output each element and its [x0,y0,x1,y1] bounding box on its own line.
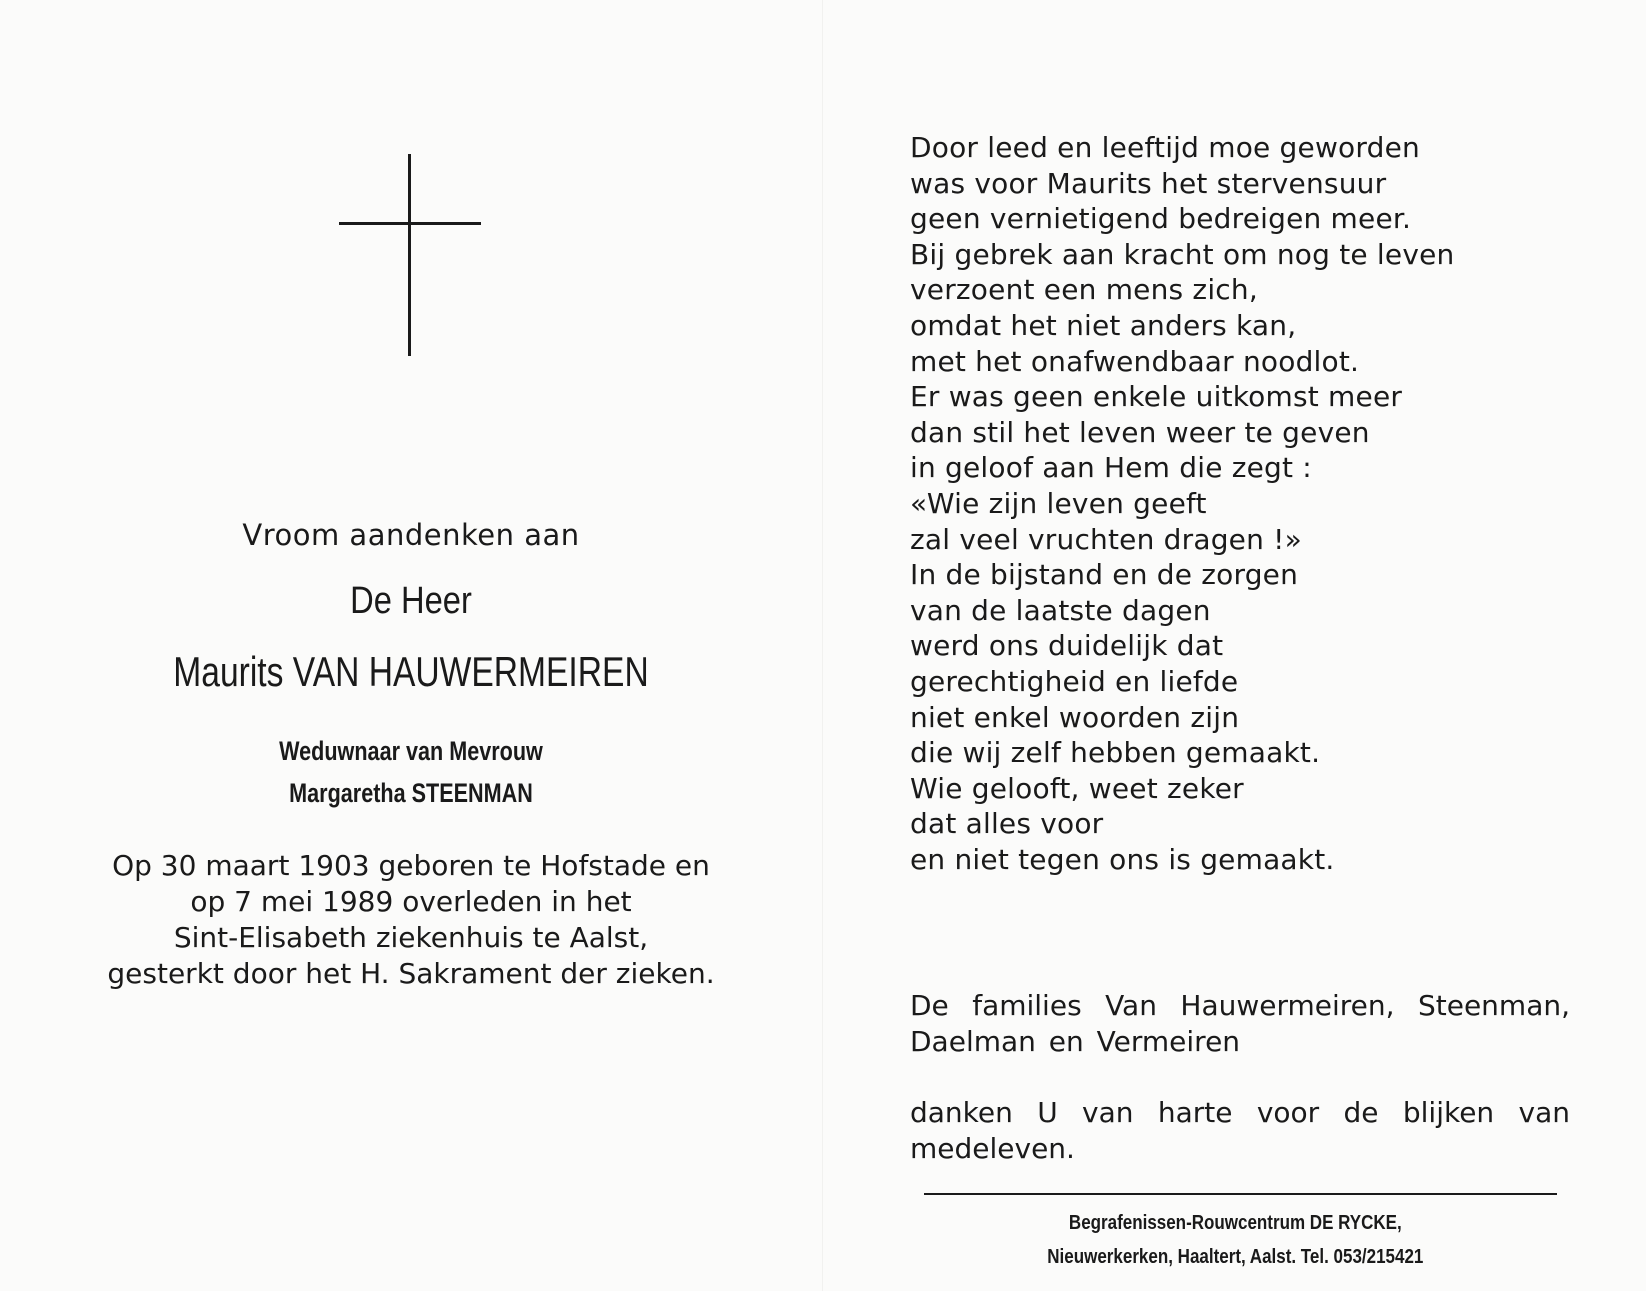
poem-line: «Wie zijn leven geeft [910,486,1207,520]
intro-text: Vroom aandenken aan [242,518,580,552]
poem-line: die wij zelf hebben gemaakt. [910,736,1321,770]
poem-line: was voor Maurits het stervensuur [910,166,1387,200]
poem-line: Door leed en leeftijd moe geworden [910,131,1420,164]
poem-line: Bij gebrek aan kracht om nog te leven [910,237,1455,271]
bio-line: Op 30 maart 1903 geboren te Hofstade en [112,849,710,882]
widower-line: Weduwnaar van Mevrouw [279,736,543,766]
poem-line: dan stil het leven weer te geven [910,415,1370,449]
poem-line: verzoent een mens zich, [910,273,1258,307]
cross-horizontal-bar [339,222,481,225]
poem-line: van de laatste dagen [910,593,1211,627]
poem [910,130,1454,877]
thanks-text: danken U van harte voor de blijken van medeleven. [910,1096,1570,1165]
right-page [823,0,1646,1291]
deceased-name: Maurits VAN HAUWERMEIREN [173,648,649,695]
poem-line: Er was geen enkele uitkomst meer [910,380,1403,414]
poem-line: In de bijstand en de zorgen [910,558,1299,592]
poem-line: gerechtigheid en liefde [910,664,1239,698]
bio-line: Sint-Elisabeth ziekenhuis te Aalst, [173,921,649,954]
poem-line: niet enkel woorden zijn [910,700,1240,734]
left-page [0,0,822,1291]
biography [0,848,822,992]
poem-line: omdat het niet anders kan, [910,308,1297,342]
families-text: De families Van Hauwermeiren, Steenman, Daelman en Vermeiren [910,989,1570,1058]
undertaker-name: Begrafenissen-Rouwcentrum DE RYCKE, [1068,1212,1402,1234]
poem-line: en niet tegen ons is gemaakt. [910,842,1335,876]
poem-line: in geloof aan Hem die zegt : [910,451,1312,485]
spouse-name: Margaretha STEENMAN [289,778,533,808]
poem-line: dat alles voor [910,807,1104,841]
bio-line: gesterkt door het H. Sakrament der zieken. [107,957,715,990]
poem-line: geen vernietigend bedreigen meer. [910,202,1412,236]
poem-line: werd ons duidelijk dat [910,629,1224,663]
poem-line: met het onafwendbaar noodlot. [910,344,1360,378]
divider-line [924,1193,1557,1195]
undertaker-address: Nieuwerkerken, Haaltert, Aalst. Tel. 053/215421 [1047,1246,1424,1268]
salutation: De Heer [350,580,472,622]
bio-line: op 7 mei 1989 overleden in het [190,885,632,918]
poem-line: Wie gelooft, weet zeker [910,771,1244,805]
poem-line: zal veel vruchten dragen !» [910,522,1302,556]
cross-vertical-bar [408,154,411,356]
